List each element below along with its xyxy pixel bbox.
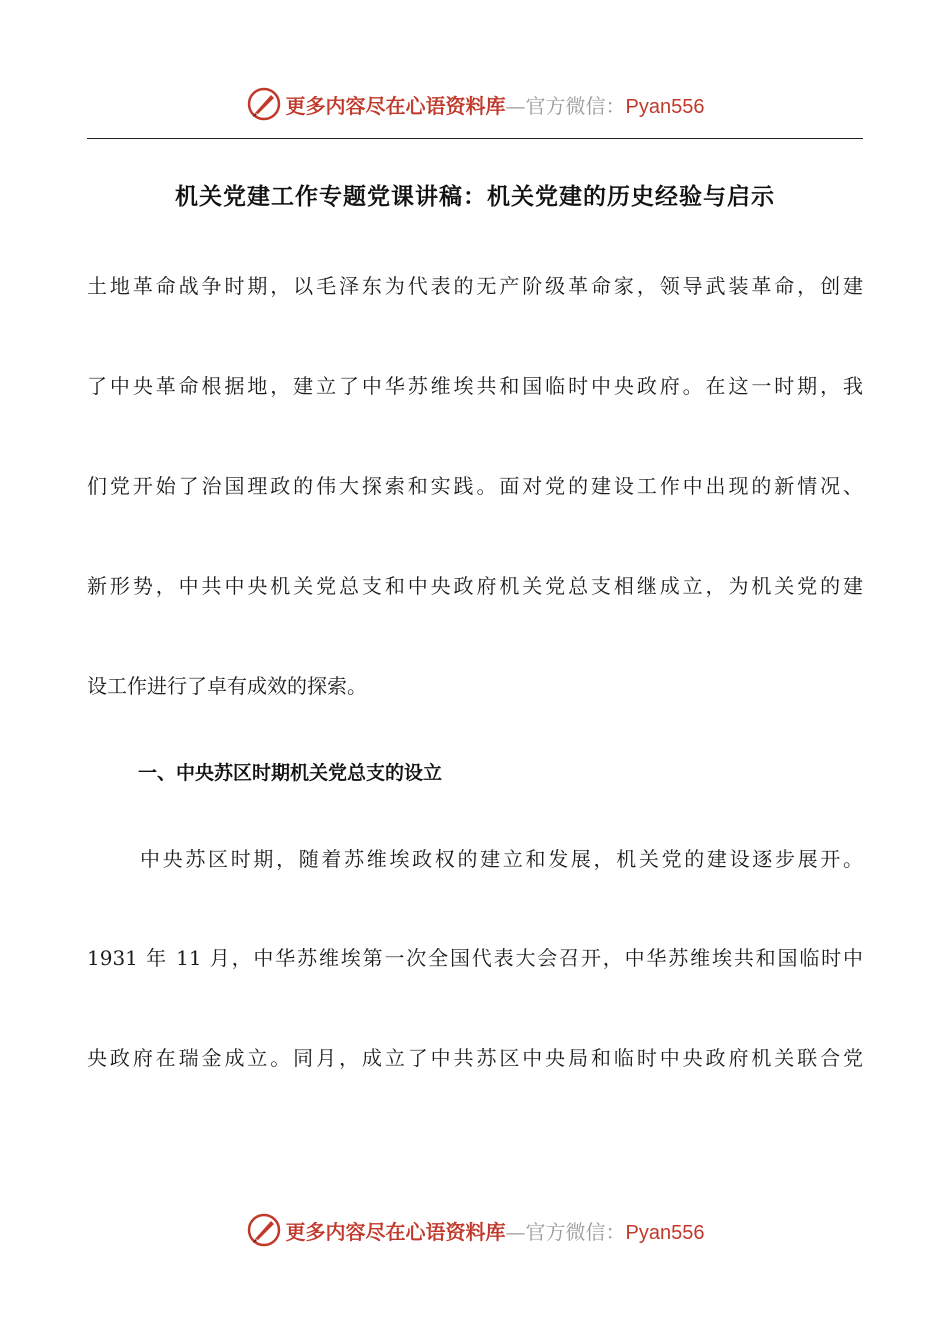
intro-line-3: 们党开始了治国理政的伟大探索和实践。面对党的建设工作中出现的新情况、 [87,474,863,498]
quill-logo-icon [246,86,282,122]
banner-text [286,90,705,119]
banner-sep: — [505,93,526,118]
footer-banner [0,1208,950,1252]
section1-line-2: 1931 年 11 月，中华苏维埃第一次全国代表大会召开，中华苏维埃共和国临时中 [87,946,863,970]
section1-line-3: 央政府在瑞金成立。同月，成立了中共苏区中央局和临时中央政府机关联合党 [87,1046,863,1070]
banner-main: 更多内容尽在心语资料库 [285,1219,506,1244]
banner-id: Pyan556 [625,95,705,118]
banner-sep: — [505,1219,526,1244]
intro-line-2: 了中央革命根据地，建立了中华苏维埃共和国临时中央政府。在这一时期，我 [87,374,863,398]
banner-wechat: 官方微信： [525,1219,626,1244]
section-heading: 一、中央苏区时期机关党总支的设立 [138,762,443,784]
quill-logo-icon [246,1212,282,1248]
intro-line-5: 设工作进行了卓有成效的探索。 [87,674,367,698]
document-title: 机关党建工作专题党课讲稿：机关党建的历史经验与启示 [175,184,775,210]
banner-wechat: 官方微信： [525,93,626,118]
intro-line-1: 土地革命战争时期，以毛泽东为代表的无产阶级革命家，领导武装革命，创建 [87,274,863,298]
banner-text [286,1216,705,1245]
banner-main: 更多内容尽在心语资料库 [285,93,506,118]
intro-line-4: 新形势，中共中央机关党总支和中央政府机关党总支相继成立，为机关党的建 [87,574,863,598]
header-banner [0,82,950,126]
banner-id: Pyan556 [625,1221,705,1244]
header-rule [87,138,863,139]
section1-line-1: 中央苏区时期，随着苏维埃政权的建立和发展，机关党的建设逐步展开。 [140,847,863,871]
